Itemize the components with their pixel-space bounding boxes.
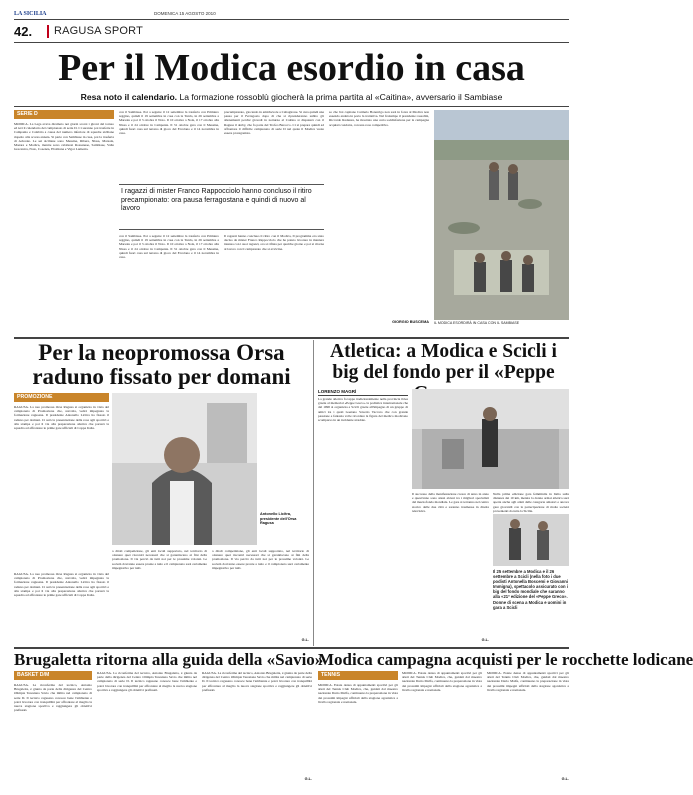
article2-col3: a ditali competizione, gli enti locali supportato, nel territorio di ottenere quei riscontri necessari che si garantiscano ai fini della promozione. Il via perciò da tutti noi per le prossime volontà. Le società dovranno essere pronte a tutto e il campionato sarà certamente impegnativo per tutti. bbox=[212, 549, 309, 570]
runner-photo-image bbox=[412, 389, 569, 489]
article5-col2: MODICA. Estate densa di appuntamenti sportivi per gli atleti del Tennis Club Modica, che, guidati dal maestro nazionale Dario Malfa, continuano la preparazione in vista dei prossimi impegni ufficiali della stagione agonistica a livello regionale e nazionale. bbox=[402, 671, 482, 692]
article5-headline: Modica campagna acquisti per le rocchette lodicane bbox=[318, 650, 693, 669]
header-bottom-rule bbox=[14, 42, 569, 43]
article2-byline: G.L. bbox=[301, 638, 309, 642]
article3-headline: Atletica: a Modica e Scicli i big del fondo per il «Peppe bbox=[330, 341, 557, 383]
masthead bbox=[14, 11, 569, 47]
article4-headline: Brugaletta ritorna alla guida della «Savio» bbox=[14, 650, 324, 669]
article5-col1: MODICA. Estate densa di appuntamenti sportivi per gli atleti del Tennis Club Modica, che, guidati dal maestro nazionale Dario Malfa, continuano la preparazione in vista dei prossimi impegni ufficiali della stagione agonistica a livello regionale e nazionale. bbox=[318, 683, 398, 704]
article3-byline: G.L. bbox=[481, 638, 489, 642]
masthead-logo: LA SICILIA bbox=[14, 11, 47, 17]
article5-byline: G.L. bbox=[561, 777, 569, 781]
article1-byline: GIORGIO BUSCEMA bbox=[392, 320, 429, 324]
article1-col2b: con il Sambiase. Poi a seguire il 12 settembre la trasferta con Primiero reggino, quindi il 19 settembre in casa con la Turris, in 26 settembre a Marsala e poi il 3 ottobre il Noto. Il 10 ottobre a Nola, il 17 ottobre alla Nissa e il 24 ottobre in Campania. Il 31 ottobre gara con il Messina, quindi fuori casa sul terreno di gioco del Ercolano e il 14 novembre in casa. bbox=[119, 234, 219, 260]
article3-sidebar: Il 25 settembre a Modica e il 26 settembre a Scicli (nella foto i due podisti Antonella Boscemi e Giovanni Immigna), spettacolo assicurato con i big del fondo mondiale che saranno alla «21ª edizione del «Peppe Greco». Donne di scena a Modica e uomini in gara a Scicli bbox=[493, 569, 568, 610]
article1-subhead-rule bbox=[14, 106, 569, 107]
article1-col3b: Il ragazzi hanno concluso il ritiro con il Modica, Il programma era stato deciso da mister Franco Rappocciolo che ha potuto lavorare in maniera intensa con i suoi ragazzi, ora si rifiata per qualche giorno e poi si ritorna al lavoro con il campionato che si avvicina. bbox=[224, 234, 324, 251]
article1-col1: MODICA. La Lega aveva diramato nei giorni scorsi i gironi del torneo ed ieri il calendario del campionato di serie D. Ci saranno poi trasferte in Campania e Calabria a causa del numero inferiore di squadre siciliane rispetto alla scorsa annata. Si parte con Sambiase in casa, poi la trasferta di Acireale. Le sei siciliane sono Messina, Ribera, Nissa, Marsala, Mazara e Modica, mentre sono calabresi Rossanese, Sambiase, Valle Grecanica, Noto, Cosenza, Ebolitana e Vigor Lamezia. bbox=[14, 122, 114, 152]
article1-subhead bbox=[14, 92, 569, 102]
top-rule bbox=[14, 19, 569, 20]
article4-col1: RAGUSA. La riconferma del tecnico, Antonio Brugaletta, è giunta da parte della dirigenza del Centro Olimpia Teresiana Savio che milita nel campionato di serie D. Il tecnico ragusano conosce bene l'ambiente e potrà lavorare con tranquillità per affrontare al meglio la nuova stagione sportiva e raggiungere gli obiettivi prefissati. bbox=[14, 683, 92, 713]
article1-col4: so che l'ex capitano Carmelo Bonarrigo non sarà in forza al Modica non essendo andata in porto la trattativa. Nel frattempo il presidente rossoblù, Riccardo Radenza, ha mostrato una certa soddisfazione per la campagna acquisti condotta, con una rosa competitiva. bbox=[329, 110, 429, 127]
article2-caption-role: presidente dell'Orsa Ragusa bbox=[260, 516, 297, 526]
article2-tag: PROMOZIONE bbox=[14, 393, 109, 402]
president-photo-image bbox=[112, 393, 257, 545]
masthead-date: DOMENICA 15 AGOSTO 2010 bbox=[154, 11, 216, 16]
article5-tag: TENNIS bbox=[318, 671, 398, 680]
article3-photo-bottom bbox=[493, 514, 569, 566]
article1-col2: con il Sambiase. Poi a seguire il 12 settembre la trasferta con Primiero reggino, quindi il 19 settembre in casa con la Turris, in 26 settembre a Marsala e poi il 3 ottobre il Noto. Il 10 ottobre a Nola, il 17 ottobre alla Nissa e il 24 ottobre in Campania. Il 31 ottobre gara con il Messina, quindi fuori casa sul terreno di gioco del Ercolano e il 14 novembre in casa. bbox=[119, 110, 219, 136]
article1-subhead-bold: Resa noto il calendario. bbox=[80, 92, 178, 102]
column-divider bbox=[313, 340, 314, 646]
article3-col2: Il successo della manifestazione cresce di anno in anno e quest'anno sono attesi alcuni tra i migliori specialisti del mezzofondo mondiale. Le gare si terranno nel centro storico delle due città e saranno trasmesse in diretta televisiva. bbox=[412, 492, 489, 513]
article3-col3: Nella prima edizione gara femminile in Italia sulla distanza dei 10 km, mentre la donna ormai atletica sarà aperta anche agli atleti delle categorie amatori e ancora gare giovanili con la partecipazione di molte società provenienti da tutta la Sicilia. bbox=[493, 492, 569, 513]
article3-col1: La grande atletica fa tappa tradizionalmente nella provincia iblea grazie al memorial «Peppe Greco» la podistica internazionale che dal 1990 si organizza a Scicli grazie all'impegno di un gruppo di amici tra i quali Gaetano Saverio Vaccaro che con grande passione e fantasia volle ricordare la figura del medico modicano scomparso in un incidente stradale. bbox=[318, 397, 408, 423]
article2-headline: Per la neopromossa Orsa raduno fissato per domani bbox=[32, 340, 291, 389]
page-number: 42. bbox=[14, 24, 33, 39]
article4-col3: RAGUSA. La riconferma del tecnico, Antonio Brugaletta, è giunta da parte della dirigenza del Centro Olimpia Teresiana Savio che milita nel campionato di serie D. Il tecnico ragusano conosce bene l'ambiente e potrà lavorare con tranquillità per affrontare al meglio la nuova stagione sportiva e raggiungere gli obiettivi prefissati. bbox=[202, 671, 312, 692]
article3-tag: LORENZO MAGRÌ bbox=[318, 389, 408, 396]
article1-subhead-text: La formazione rossoblù giocherà la prima partita al «Caitina», avversario il Sambiase bbox=[179, 92, 503, 102]
article1-col3: precampionato, giocando in amichevole a Caltagirone. Si cura quindi una pausa per il Ferragosto dopo di che si riprenderanno subito gli allenamenti perché giovedì in notturna al Caitina si disputerà con il Ragusa il derby, che fa parte del Trofeo Barocco. Ci si prepara quindi ad affrontare il difficile campionato di serie D nel quale il Modica vuole essere protagonista. bbox=[224, 110, 324, 136]
article1-tag: SERIE D bbox=[14, 110, 114, 119]
article2-col1b: RAGUSA. La neo promossa Orsa Ragusa si organizza in vista del campionato di Promozione che, stavolta, vedrà impegnata la formazione ragusana. Il presidente Antonello Licitra ha fissato il raduno per domani. Ci sarà la presentazione della rosa agli sportivi e alla stampa e poi il via alla preparazione atletica che porterà la squadra ad affrontare le prime gare ufficiali di Coppa Italia. bbox=[14, 572, 109, 598]
article1-pullquote: I ragazzi di mister Franco Rappocciolo hanno concluso il ritiro precampionato: ora pausa ferragostana e quindi di nuovo al lavoro bbox=[121, 188, 312, 213]
article2-col2: a ditali competizione, gli enti locali supportato, nel territorio di ottenere quei riscontri necessari che si garantiscano ai fini della promozione. Il via perciò da tutti noi per le prossime volontà. Le società dovranno essere pronte a tutto e il campionato sarà certamente impegnativo per tutti. bbox=[112, 549, 207, 570]
article4-col2: RAGUSA. La riconferma del tecnico, Antonio Brugaletta, è giunta da parte della dirigenza del Centro Olimpia Teresiana Savio che milita nel campionato di serie D. Il tecnico ragusano conosce bene l'ambiente e potrà lavorare con tranquillità per affrontare al meglio la nuova stagione sportiva e raggiungere gli obiettivi prefissati. bbox=[97, 671, 197, 692]
article1-photo-caption: IL MODICA ESORDIRÀ IN CASA CON IL SAMBIASE bbox=[434, 321, 520, 325]
section-title: RAGUSA SPORT bbox=[54, 25, 143, 37]
article3-photo-top bbox=[412, 389, 569, 489]
article1-pullquote-box bbox=[119, 184, 324, 230]
team-photo-image bbox=[434, 110, 569, 320]
article2-caption-name: Antonello Licitra, bbox=[260, 512, 292, 516]
red-divider bbox=[47, 25, 49, 38]
article4-tag: BASKET D/M bbox=[14, 671, 92, 680]
article2-photo bbox=[112, 393, 257, 545]
article4-byline: G.L. bbox=[304, 777, 312, 781]
section-divider-1 bbox=[14, 337, 569, 339]
article2-caption bbox=[260, 512, 310, 526]
athletes-photo-image bbox=[493, 514, 569, 566]
article5-col3: MODICA. Estate densa di appuntamenti sportivi per gli atleti del Tennis Club Modica, che, guidati dal maestro nazionale Dario Malfa, continuano la preparazione in vista dei prossimi impegni ufficiali della stagione agonistica a livello regionale e nazionale. bbox=[487, 671, 569, 692]
article1-photo bbox=[434, 110, 569, 320]
article2-col1: RAGUSA. La neo promossa Orsa Ragusa si organizza in vista del campionato di Promozione che, stavolta, vedrà impegnata la formazione ragusana. Il presidente Antonello Licitra ha fissato il raduno per domani. Ci sarà la presentazione della rosa agli sportivi e alla stampa e poi il via alla preparazione atletica che porterà la squadra ad affrontare le prime gare ufficiali di Coppa Italia. bbox=[14, 405, 109, 431]
section-divider-2 bbox=[14, 647, 569, 649]
article1-headline: Per il Modica esordio in casa bbox=[58, 47, 525, 89]
